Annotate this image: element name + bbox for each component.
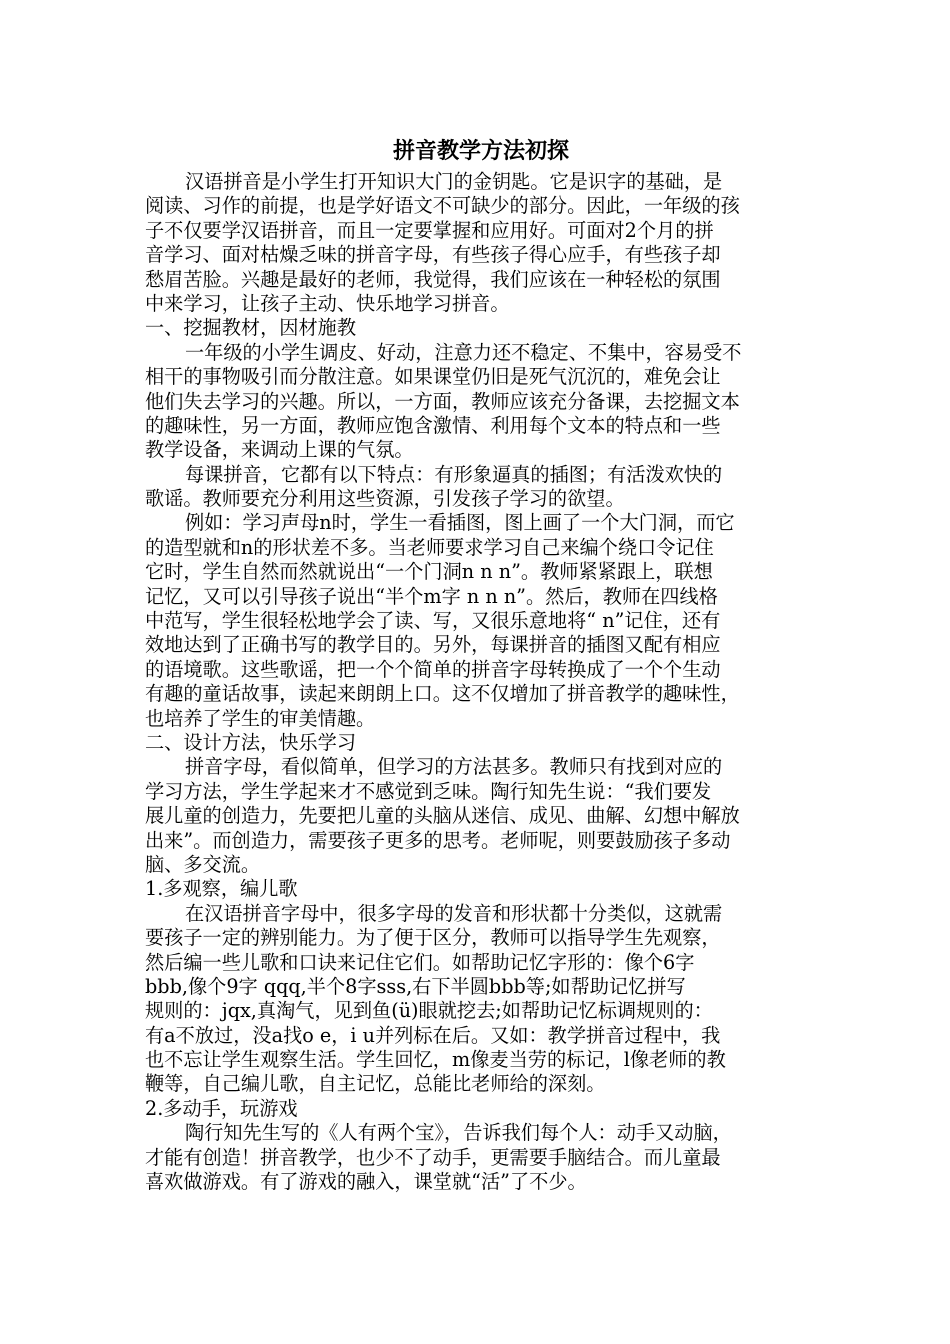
text-line: 二、设计方法，快乐学习: [145, 730, 357, 754]
text-line: 出来”。而创造力，需要孩子更多的思考。老师呢，则要鼓励孩子多动: [145, 828, 731, 852]
text-line: 一年级的小学生调皮、好动，注意力还不稳定、不集中，容易受不: [185, 340, 742, 364]
text-line: 的语境歌。这些歌谣，把一个个简单的拼音字母转换成了一个个生动: [145, 657, 721, 681]
text-line: 的趣味性，另一方面，教师应饱含激情、利用每个文本的特点和一些: [145, 413, 721, 437]
text-line: 它时，学生自然而然就说出“一个门洞n n n”。教师紧紧跟上，联想: [145, 560, 713, 584]
text-line: 每课拼音，它都有以下特点：有形象逼真的插图；有活泼欢快的: [185, 462, 723, 486]
text-line: 汉语拼音是小学生打开知识大门的金钥匙。它是识字的基础，是: [185, 170, 723, 193]
text-line: 然后编一些儿歌和口诀来记住它们。如帮助记忆字形的：像个6字: [145, 950, 695, 974]
text-line: 也培养了学生的审美情趣。: [145, 706, 376, 730]
text-line: 相干的事物吸引而分散注意。如果课堂仍旧是死气沉沉的，难免会让: [145, 365, 721, 389]
text-line: 也不忘让学生观察生活。学生回忆，m像麦当劳的标记，l像老师的教: [145, 1048, 726, 1072]
text-line: 歌谣。教师要充分利用这些资源，引发孩子学习的欲望。: [145, 487, 625, 511]
text-line: 的造型就和n的形状差不多。当老师要求学习自己来编个绕口令记住: [145, 535, 714, 559]
text-line: 鞭等，自己编儿歌，自主记忆，总能比老师给的深刻。: [145, 1072, 606, 1096]
text-line: 子不仅要学汉语拼音，而且一定要掌握和应用好。可面对2个月的拼: [145, 218, 714, 242]
text-line: 规则的：jqx,真淘气，见到鱼(ü)眼就挖去;如帮助记忆标调规则的：: [145, 999, 713, 1023]
text-line: 展儿童的创造力，先要把儿童的头脑从迷信、成见、曲解、幻想中解放: [145, 804, 740, 828]
text-line: 1.多观察，编儿歌: [145, 877, 298, 901]
text-line: 效地达到了正确书写的教学目的。另外，每课拼音的插图又配有相应: [145, 633, 721, 657]
text-line: bbb,像个9字 qqq,半个8字sss,右下半圆bbb等;如帮助记忆拼写: [145, 974, 686, 998]
text-line: 一、挖掘教材，因材施教: [145, 316, 357, 340]
text-line: 要孩子一定的辨别能力。为了便于区分，教师可以指导学生先观察，: [145, 926, 721, 950]
text-line: 学习方法，学生学起来才不感觉到乏味。陶行知先生说：“我们要发: [145, 779, 712, 803]
text-line: 喜欢做游戏。有了游戏的融入，课堂就“活”了不少。: [145, 1170, 587, 1194]
text-line: 在汉语拼音字母中，很多字母的发音和形状都十分类似，这就需: [185, 901, 723, 925]
text-line: 陶行知先生写的《人有两个宝》，告诉我们每个人：动手又动脑，: [185, 1121, 732, 1145]
text-line: 有a不放过，没a找o e，i u并列标在后。又如：教学拼音过程中，我: [145, 1023, 721, 1047]
text-line: 记忆，又可以引导孩子说出“半个m字 n n n”。然后，教师在四线格: [145, 584, 718, 608]
text-line: 脑、多交流。: [145, 852, 261, 876]
text-line: 2.多动手，玩游戏: [145, 1096, 298, 1120]
text-line: 愁眉苦脸。兴趣是最好的老师，我觉得，我们应该在一种轻松的氛围: [145, 267, 721, 291]
text-line: 有趣的童话故事，读起来朗朗上口。这不仅增加了拼音教学的趣味性，: [145, 682, 740, 706]
text-line: 例如：学习声母n时，学生一看插图，图上画了一个大门洞，而它: [185, 511, 735, 535]
text-line: 阅读、习作的前提，也是学好语文不可缺少的部分。因此，一年级的孩: [145, 194, 740, 218]
text-line: 他们失去学习的兴趣。所以，一方面，教师应该充分备课，去挖掘文本: [145, 389, 740, 413]
text-line: 音学习、面对枯燥乏味的拼音字母，有些孩子得心应手，有些孩子却: [145, 243, 721, 267]
document-title: 拼音教学方法初探: [392, 138, 569, 164]
text-line: 拼音字母，看似简单，但学习的方法甚多。教师只有找到对应的: [185, 755, 723, 779]
text-line: 才能有创造！拼音教学，也少不了动手，更需要手脑结合。而儿童最: [145, 1145, 721, 1169]
document-body: [145, 170, 817, 1194]
text-line: 中来学习，让孩子主动、快乐地学习拼音。: [145, 291, 510, 315]
text-line: 教学设备，来调动上课的气氛。: [145, 438, 414, 462]
document-page: [145, 136, 817, 1194]
text-line: 中范写，学生很轻松地学会了读、写，又很乐意地将“ n”记住，还有: [145, 609, 721, 633]
